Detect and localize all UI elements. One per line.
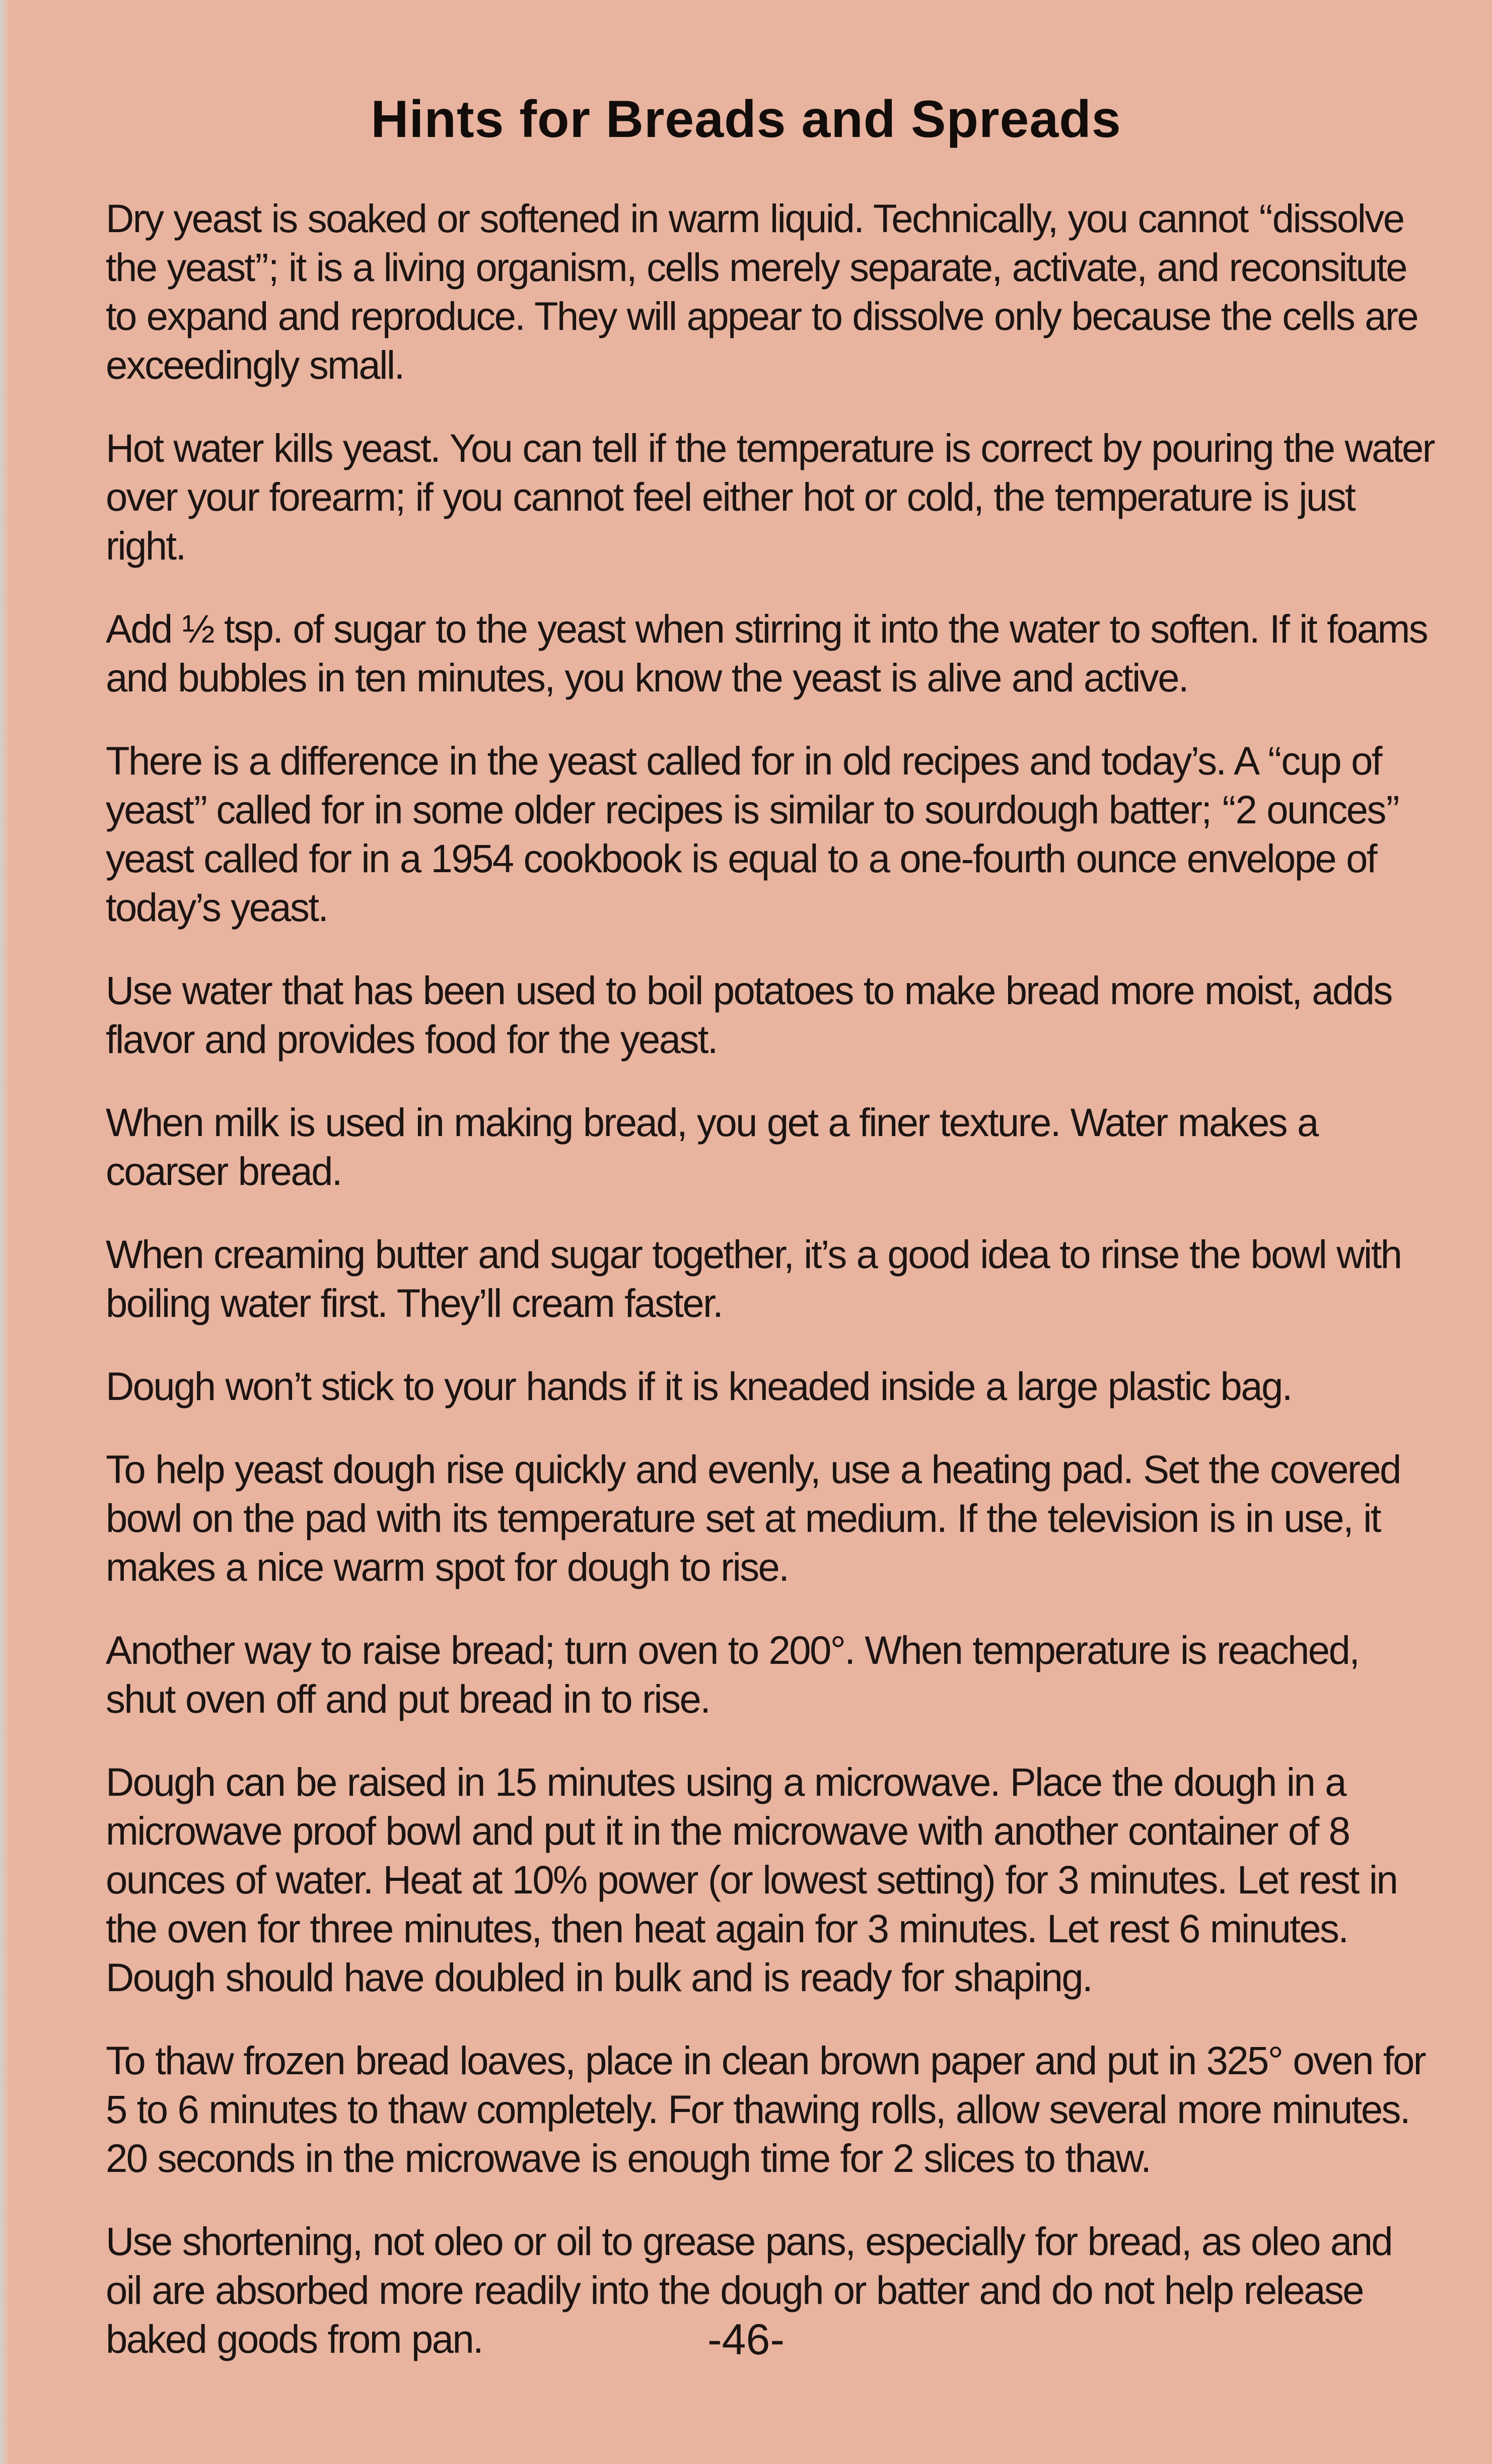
- hint-hot-water: Hot water kills yeast. You can tell if the temperature is correct by pouring the water over your forearm; if you cannot feel either hot or cold, the temperature is just right.: [106, 426, 1434, 568]
- hints-list: [106, 194, 1455, 2398]
- hint-dry-yeast: Dry yeast is soaked or softened in warm liquid. Technically, you cannot ‘‘dissolve the yeast’’; it is a living organism, cells merely separate, activate, and reconsitute to expand and reproduce. They will appear to dissolve only because the cells are exceedingly small.: [106, 196, 1418, 387]
- hint-creaming-butter: When creaming butter and sugar together, it’s a good idea to rinse the bowl with boiling water first. They’ll cream faster.: [106, 1232, 1401, 1325]
- hint-old-recipes-yeast: There is a difference in the yeast called for in old recipes and today’s. A ‘‘cup of yeast’’ called for in some older recipes is similar to sourdough batter; ‘‘2 ounces’’ yeast called for in a 1954 cookbook is equal to a one-fourth ounce envelope of today’s yeast.: [106, 738, 1398, 930]
- page-title: Hints for Breads and Spreads: [371, 90, 1121, 149]
- hint-sugar-test: Add ½ tsp. of sugar to the yeast when stirring it into the water to soften. If it foams and bubbles in ten minutes, you know the yeast is alive and active.: [106, 606, 1428, 700]
- hint-heating-pad: To help yeast dough rise quickly and evenly, use a heating pad. Set the covered bowl on the pad with its temperature set at medium. If the television is in use, it makes a nice warm spot for dough to rise.: [106, 1447, 1400, 1589]
- hint-shortening: Use shortening, not oleo or oil to grease pans, especially for bread, as oleo and oil are absorbed more readily into the dough or batter and do not help release baked goods from pan.: [106, 2219, 1392, 2361]
- hint-thaw-bread: To thaw frozen bread loaves, place in clean brown paper and put in 325° oven for 5 to 6 minutes to thaw completely. For thawing rolls, allow several more minutes. 20 seconds in the microwave is enough time for 2 slices to thaw.: [106, 2038, 1426, 2180]
- hint-milk-texture: When milk is used in making bread, you get a finer texture. Water makes a coarser bread.: [106, 1100, 1318, 1193]
- page-edge: [0, 0, 9, 2464]
- hint-microwave-rise: Dough can be raised in 15 minutes using a microwave. Place the dough in a microwave proof bowl and put it in the microwave with another container of 8 ounces of water. Heat at 10% power (or lowest setting) for 3 minutes. Let rest in the oven for three minutes, then heat again for 3 minutes. Let rest 6 minutes. Dough should have doubled in bulk and is ready for shaping.: [106, 1759, 1397, 2000]
- hint-oven-rise: Another way to raise bread; turn oven to 200°. When temperature is reached, shut oven off and put bread in to rise.: [106, 1628, 1359, 1721]
- hint-plastic-bag: Dough won’t stick to your hands if it is kneaded inside a large plastic bag.: [106, 1364, 1292, 1409]
- hint-potato-water: Use water that has been used to boil potatoes to make bread more moist, adds flavor and provides food for the yeast.: [106, 968, 1392, 1062]
- page-number: -46-: [707, 2315, 785, 2364]
